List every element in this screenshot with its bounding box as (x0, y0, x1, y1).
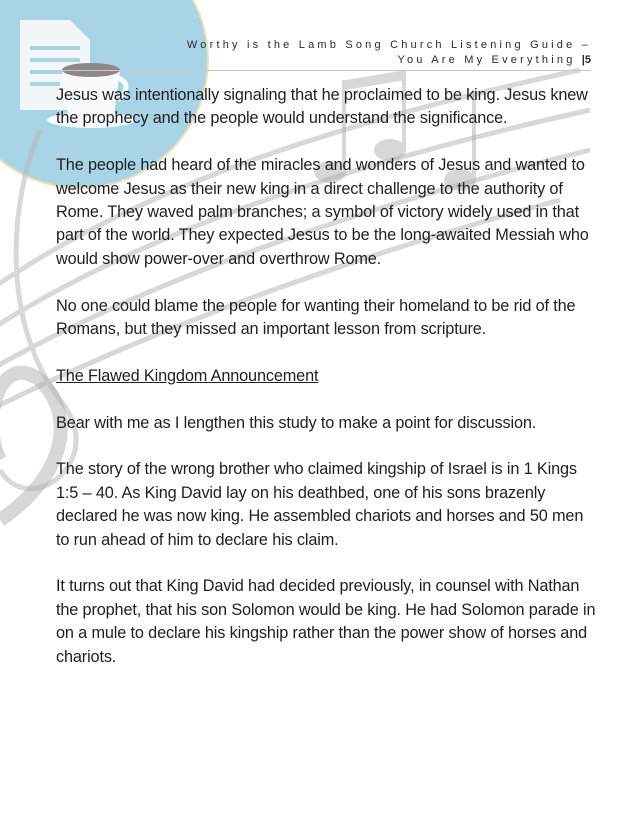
page-number: 5 (584, 54, 591, 66)
paragraph: Jesus was intentionally signaling that he proclaimed to be king. Jesus knew the prophecy and the people would understand the significance. (56, 86, 588, 128)
paragraph: Bear with me as I lengthen this study to make a point for discussion. (56, 413, 537, 432)
section-heading: The Flawed Kingdom Announcement (56, 366, 319, 385)
header-title-line-1: Worthy is the Lamb Song Church Listening Guide – (186, 39, 591, 51)
header-title-line-2 (187, 53, 591, 68)
paragraph: The story of the wrong brother who claimed kingship of Israel is in 1 Kings 1:5 – 40. As King David lay on his deathbed, one of his sons brazenly declared he was now king. He assembled chariots and horses and 50 men to run ahead of him to declare his claim. (56, 460, 584, 549)
header-subtitle: You Are My Everything (397, 54, 576, 66)
paragraph: The people had heard of the miracles and wonders of Jesus and wanted to welcome Jesus as their new king in a direct challenge to the authority of Rome. They waved palm branches; a symbol of victory widely used in that part of the world. They expected Jesus to be the long-awaited Messiah who would show power-over and overthrow Rome. (56, 156, 589, 268)
running-header (187, 38, 591, 68)
body-text (56, 84, 596, 692)
paragraph: It turns out that King David had decided previously, in counsel with Nathan the prophet, that his son Solomon would be king. He had Solomon parade in on a mule to declare his kingship rather than the power show of horses and chariots. (56, 577, 596, 666)
paragraph: No one could blame the people for wanting their homeland to be rid of the Romans, but they missed an important lesson from scripture. (56, 296, 576, 339)
header-rule (55, 70, 591, 71)
header-separator: | (581, 54, 585, 66)
